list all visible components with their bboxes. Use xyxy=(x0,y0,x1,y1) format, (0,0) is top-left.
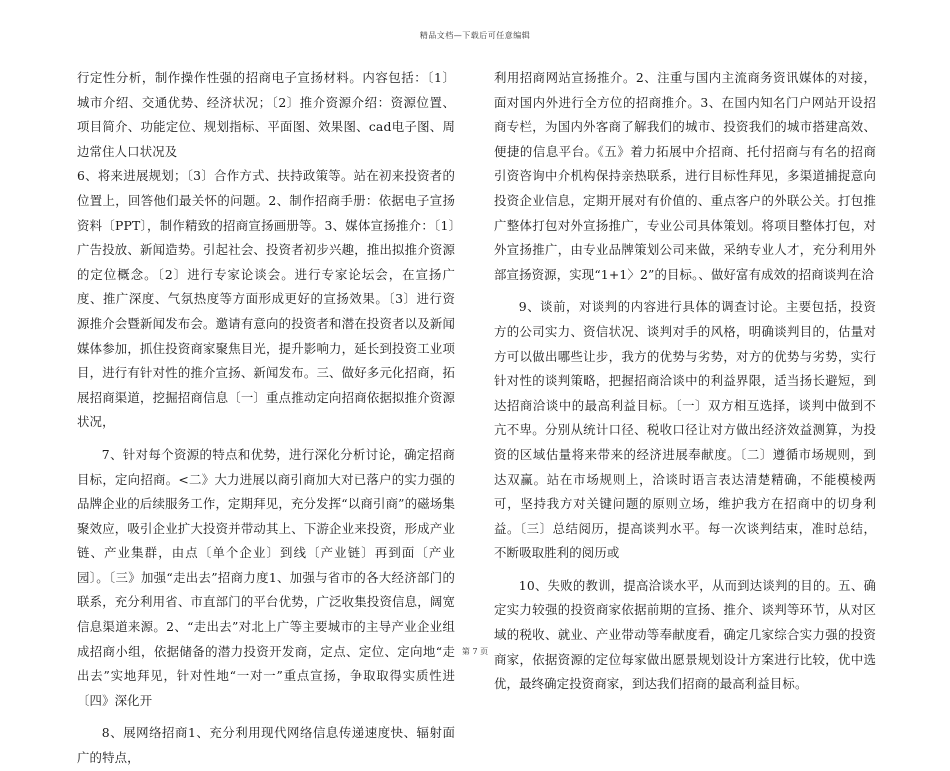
paragraph: 10、失败的教训，提高洽谈水平，从而到达谈判的目的。五、确定实力较强的投资商家依据前期的宣扬、推介、谈判等环节，从对区域的税收、就业、产业带动等奉献度看，确定几家综合实力强的投资商家，依据资源的定位每家做出愿景规划设计方案进行比较，优中选优，最终确定投资商家，到达我们招商的最高利益目标。 xyxy=(494,577,876,692)
paragraph: 9、谈前，对谈判的内容进行具体的调查讨论。主要包括，投资方的公司实力、资信状况、谈判对手的风格，明确谈判目的，估量对方可以做出哪些让步，我方的优势与劣势，对方的优势与劣势，实行针对性的谈判策略，把握招商洽谈中的利益界限，适当扬长避短，到达招商洽谈中的最高利益目标。〔一〕双方相互选择，谈判中做到不亢不卑。分别从统计口径、税收口径让对方做出经济效益测算，为投资的区域估量将来带来的经济进展奉献度。〔二〕遵循市场规则，到达双赢。站在市场规则上，洽谈时语言表达清楚精确，不能模棱两可，坚持我方对关键问题的原则立场，维护我方在招商中的切身利益。〔三〕总结阅历，提高谈判水平。每一次谈判结束，准时总结，不断吸取胜利的阅历或 xyxy=(494,299,876,561)
paragraph: 8、展网络招商1、充分利用现代网络信息传递速度快、辐射面广的特点， xyxy=(77,725,455,766)
right-column xyxy=(494,66,876,697)
paragraph: 利用招商网站宣扬推介。2、注重与国内主流商务资讯媒体的对接，面对国内外进行全方位的招商推介。3、在国内知名门户网站开设招商专栏，为国内外客商了解我们的城市、投资我们的城市搭建高效、便捷的信息平台。《五》着力拓展中介招商、托付招商与有名的招商引资咨询中介机构保持亲热联系，进行目标性拜见，多渠道捕捉意向投资企业信息，定期开展对有价值的、重点客户的外联公关。打包推广整体打包对外宣扬推广，专业公司具体策划。将项目整体打包，对外宣扬推广，由专业品牌策划公司来做，采纳专业人才，充分利用外部宣扬资源，实现“1+1〉2”的目标。、做好富有成效的招商谈判在洽 xyxy=(494,70,876,282)
page-number: 第 7 页 xyxy=(461,647,489,656)
paragraph: 行定性分析，制作操作性强的招商电子宣扬材料。内容包括：〔1〕城市介绍、交通优势、经济状况；〔2〕推介资源介绍：资源位置、项目简介、功能定位、规划指标、平面图、效果图、cad电子图、周边常住人口状况及 xyxy=(77,70,455,159)
page-header: 精品文档—下载后可任意编辑 xyxy=(419,31,531,40)
left-column xyxy=(77,66,455,771)
paragraph: 6、将来进展规划；〔3〕合作方式、扶持政策等。站在初来投资者的位置上，回答他们最关怀的问题。2、制作招商手册：依据电子宣扬资料〔PPT〕，制作精致的招商宣扬画册等。3、媒体宣扬推介：〔1〕广告投放、新闻造势。引起社会、投资者初步兴趣，推出拟推介资源的定位概念。〔2〕进行专家论谈会。进行专家论坛会，在宣扬广度、推广深度、气氛热度等方面形成更好的宣扬效果。〔3〕进行资源推介会暨新闻发布会。邀请有意向的投资者和潜在投资者以及新闻媒体参加，抓住投资商家聚焦目光，提升影响力，延长到投资工业项目，进行有针对性的推介宣扬、新闻发布。三、做好多元化招商，拓展招商渠道，挖掘招商信息〔一〕重点推动定向招商依据拟推介资源状况， xyxy=(77,168,455,430)
paragraph: 7、针对每个资源的特点和优势，进行深化分析讨论，确定招商目标，定向招商。<二》大力进展以商引商加大对已落户的实力强的品牌企业的后续服务工作，定期拜见，充分发挥“以商引商”的磁场集聚效应，吸引企业扩大投资并带动其上、下游企业来投资，形成产业链、产业集群，由点〔单个企业〕到线〔产业链〕再到面〔产业园〕。〔三》加强“走出去”招商力度1、加强与省市的各大经济部门的联系，充分利用省、市直部门的平台优势，广泛收集投资信息，阔宽信息渠道来源。2、“走出去”对北上广等主要城市的主导产业企业组成招商小组，依据储备的潜力投资开发商，定点、定位、定向地“走出去”实地拜见，针对性地“一对一”重点宣扬，争取取得实质性进〔四》深化开 xyxy=(77,446,455,708)
